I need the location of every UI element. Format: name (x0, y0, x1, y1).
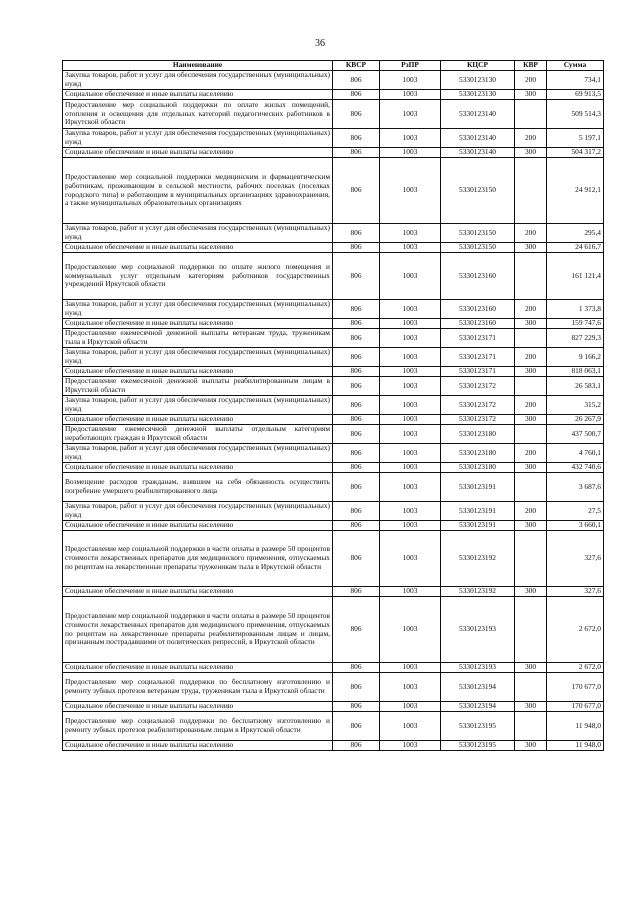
table-row (63, 425, 604, 444)
table-row (63, 502, 604, 521)
cell-rzpr: 1003 (380, 473, 441, 502)
cell-sum: 504 317,2 (547, 148, 604, 158)
cell-sum: 734,1 (547, 71, 604, 90)
cell-kvsr: 806 (333, 597, 380, 663)
cell-name: Предоставление ежемесячной денежной выплаты отдельным категориям неработающих граждан в Иркутской области (63, 425, 333, 444)
cell-kvr: 300 (515, 319, 547, 329)
cell-rzpr: 1003 (380, 663, 441, 673)
cell-sum: 509 514,3 (547, 100, 604, 129)
cell-name: Возмещение расходов гражданам, взявшим на себя обязанность осуществить погребение умершего реабилитированного лица (63, 473, 333, 502)
cell-name: Социальное обеспечение и иные выплаты населению (63, 463, 333, 473)
cell-sum: 9 166,2 (547, 348, 604, 367)
cell-name: Закупка товаров, работ и услуг для обеспечения государственных (муниципальных) нужд (63, 71, 333, 90)
cell-kvsr: 806 (333, 444, 380, 463)
cell-kvsr: 806 (333, 502, 380, 521)
cell-kcsr: 5330123130 (441, 90, 515, 100)
cell-kvr (515, 100, 547, 129)
cell-kvr: 200 (515, 502, 547, 521)
cell-sum: 3 687,6 (547, 473, 604, 502)
cell-sum: 3 660,1 (547, 521, 604, 531)
table-row (63, 243, 604, 253)
table-row (63, 100, 604, 129)
table-row (63, 300, 604, 319)
cell-sum: 295,4 (547, 224, 604, 243)
budget-table (62, 60, 604, 751)
cell-kcsr: 5330123191 (441, 502, 515, 521)
cell-kvr (515, 377, 547, 396)
cell-kcsr: 5330123160 (441, 253, 515, 300)
cell-name: Предоставление мер социальной поддержки по бесплатному изготовлению и ремонту зубных протезов реабилитированным лицам в Иркутской области (63, 712, 333, 741)
table-body (63, 71, 604, 751)
cell-rzpr: 1003 (380, 158, 441, 224)
cell-sum: 11 948,0 (547, 712, 604, 741)
cell-rzpr: 1003 (380, 71, 441, 90)
cell-kcsr: 5330123171 (441, 329, 515, 348)
cell-sum: 818 063,1 (547, 367, 604, 377)
header-sum: Сумма (547, 61, 604, 71)
cell-kvsr: 806 (333, 253, 380, 300)
cell-kvr: 200 (515, 224, 547, 243)
cell-kvsr: 806 (333, 300, 380, 319)
table-row (63, 129, 604, 148)
cell-name: Социальное обеспечение и иные выплаты населению (63, 741, 333, 751)
cell-kcsr: 5330123130 (441, 71, 515, 90)
cell-kcsr: 5330123180 (441, 463, 515, 473)
cell-rzpr: 1003 (380, 329, 441, 348)
cell-sum: 827 229,3 (547, 329, 604, 348)
cell-rzpr: 1003 (380, 741, 441, 751)
table-row (63, 531, 604, 587)
cell-rzpr: 1003 (380, 597, 441, 663)
cell-name: Предоставление ежемесячной денежной выплаты реабилитированным лицам в Иркутской области (63, 377, 333, 396)
cell-kcsr: 5330123150 (441, 243, 515, 253)
cell-sum: 432 740,6 (547, 463, 604, 473)
cell-kcsr: 5330123160 (441, 319, 515, 329)
cell-name: Предоставление ежемесячной денежной выплаты ветеранам труда, труженикам тыла в Иркутской области (63, 329, 333, 348)
cell-name: Закупка товаров, работ и услуг для обеспечения государственных (муниципальных) нужд (63, 348, 333, 367)
cell-rzpr: 1003 (380, 702, 441, 712)
cell-rzpr: 1003 (380, 673, 441, 702)
cell-name: Социальное обеспечение и иные выплаты населению (63, 243, 333, 253)
cell-kcsr: 5330123193 (441, 663, 515, 673)
cell-kvsr: 806 (333, 100, 380, 129)
cell-kvsr: 806 (333, 129, 380, 148)
cell-rzpr: 1003 (380, 100, 441, 129)
cell-name: Социальное обеспечение и иные выплаты населению (63, 90, 333, 100)
cell-kvsr: 806 (333, 148, 380, 158)
table-row (63, 473, 604, 502)
cell-kcsr: 5330123140 (441, 148, 515, 158)
cell-name: Закупка товаров, работ и услуг для обеспечения государственных (муниципальных) нужд (63, 300, 333, 319)
header-kvr: КВР (515, 61, 547, 71)
cell-name: Предоставление мер социальной поддержки по бесплатному изготовлению и ремонту зубных протезов ветеранам труда, труженикам тыла в Иркутской области (63, 673, 333, 702)
cell-sum: 437 500,7 (547, 425, 604, 444)
table-row (63, 367, 604, 377)
cell-sum: 327,6 (547, 531, 604, 587)
page-number: 36 (315, 38, 325, 49)
cell-kvr: 200 (515, 396, 547, 415)
cell-kvr: 300 (515, 415, 547, 425)
cell-name: Предоставление мер социальной поддержки в части оплаты в размере 50 процентов стоимости лекарственных препаратов для медицинского применения, отпускаемых по рецептам на лекарственные препараты реабилитированным лицам и лицам, признанным пострадавшими от политических репрессий, в Иркутской области (63, 597, 333, 663)
cell-kvr (515, 425, 547, 444)
cell-sum: 327,6 (547, 587, 604, 597)
cell-name: Социальное обеспечение и иные выплаты населению (63, 148, 333, 158)
cell-kcsr: 5330123140 (441, 100, 515, 129)
cell-name: Предоставление мер социальной поддержки медицинским и фармацевтическим работникам, проживающим в сельской местности, рабочих поселках (поселках городского типа) и работающим в муниципальных организациях здравоохранения, а также муниципальных образовательных организациях (63, 158, 333, 224)
cell-kcsr: 5330123180 (441, 444, 515, 463)
table-row (63, 329, 604, 348)
cell-kvr (515, 531, 547, 587)
cell-rzpr: 1003 (380, 502, 441, 521)
cell-kvsr: 806 (333, 741, 380, 751)
table-row (63, 415, 604, 425)
cell-name: Социальное обеспечение и иные выплаты населению (63, 587, 333, 597)
cell-kvr (515, 673, 547, 702)
header-kcsr: КЦСР (441, 61, 515, 71)
cell-kvsr: 806 (333, 377, 380, 396)
table-row (63, 702, 604, 712)
cell-kcsr: 5330123191 (441, 521, 515, 531)
table-row (63, 71, 604, 90)
cell-kvr: 300 (515, 367, 547, 377)
cell-kvsr: 806 (333, 425, 380, 444)
cell-rzpr: 1003 (380, 415, 441, 425)
cell-rzpr: 1003 (380, 425, 441, 444)
cell-kcsr: 5330123171 (441, 367, 515, 377)
cell-kcsr: 5330123194 (441, 673, 515, 702)
cell-kvr (515, 712, 547, 741)
table-row (63, 148, 604, 158)
cell-name: Закупка товаров, работ и услуг для обеспечения государственных (муниципальных) нужд (63, 224, 333, 243)
cell-rzpr: 1003 (380, 253, 441, 300)
cell-kcsr: 5330123171 (441, 348, 515, 367)
cell-sum: 4 760,1 (547, 444, 604, 463)
cell-kvr: 300 (515, 243, 547, 253)
cell-kvsr: 806 (333, 531, 380, 587)
cell-kvr: 300 (515, 463, 547, 473)
cell-kvr: 300 (515, 741, 547, 751)
cell-kvsr: 806 (333, 473, 380, 502)
cell-name: Предоставление мер социальной поддержки по оплате жилого помещения и коммунальных услуг отдельным категориям работников государственных учреждений Иркутской области (63, 253, 333, 300)
cell-kvr: 300 (515, 587, 547, 597)
cell-rzpr: 1003 (380, 396, 441, 415)
cell-name: Социальное обеспечение и иные выплаты населению (63, 319, 333, 329)
cell-kvr (515, 597, 547, 663)
cell-sum: 24 912,1 (547, 158, 604, 224)
table-row (63, 673, 604, 702)
cell-sum: 27,5 (547, 502, 604, 521)
cell-kvr (515, 473, 547, 502)
cell-rzpr: 1003 (380, 319, 441, 329)
header-rzpr: РзПР (380, 61, 441, 71)
cell-kcsr: 5330123180 (441, 425, 515, 444)
cell-name: Социальное обеспечение и иные выплаты населению (63, 415, 333, 425)
cell-sum: 11 948,0 (547, 741, 604, 751)
header-name: Наименование (63, 61, 333, 71)
cell-kvsr: 806 (333, 329, 380, 348)
table-row (63, 444, 604, 463)
cell-sum: 170 677,0 (547, 673, 604, 702)
table-row (63, 463, 604, 473)
cell-kvr: 300 (515, 521, 547, 531)
cell-kcsr: 5330123150 (441, 158, 515, 224)
cell-rzpr: 1003 (380, 348, 441, 367)
cell-rzpr: 1003 (380, 463, 441, 473)
cell-sum: 159 747,6 (547, 319, 604, 329)
cell-sum: 2 672,0 (547, 663, 604, 673)
table-row (63, 224, 604, 243)
cell-rzpr: 1003 (380, 90, 441, 100)
cell-name: Предоставление мер социальной поддержки в части оплаты в размере 50 процентов стоимости лекарственных препаратов для медицинского применения, отпускаемых по рецептам на лекарственные препараты труженикам тыла в Иркутской области (63, 531, 333, 587)
cell-kcsr: 5330123194 (441, 702, 515, 712)
cell-kvr (515, 329, 547, 348)
cell-name: Закупка товаров, работ и услуг для обеспечения государственных (муниципальных) нужд (63, 444, 333, 463)
cell-kvsr: 806 (333, 90, 380, 100)
cell-sum: 24 616,7 (547, 243, 604, 253)
cell-rzpr: 1003 (380, 531, 441, 587)
cell-kvsr: 806 (333, 415, 380, 425)
cell-kvsr: 806 (333, 158, 380, 224)
cell-kcsr: 5330123193 (441, 597, 515, 663)
cell-kvr (515, 253, 547, 300)
cell-kvr (515, 158, 547, 224)
cell-kvsr: 806 (333, 243, 380, 253)
cell-name: Социальное обеспечение и иные выплаты населению (63, 367, 333, 377)
cell-sum: 170 677,0 (547, 702, 604, 712)
cell-sum: 315,2 (547, 396, 604, 415)
cell-sum: 2 672,0 (547, 597, 604, 663)
table-row (63, 663, 604, 673)
cell-kvr: 200 (515, 444, 547, 463)
cell-kvsr: 806 (333, 396, 380, 415)
cell-kcsr: 5330123172 (441, 396, 515, 415)
cell-sum: 1 373,8 (547, 300, 604, 319)
cell-kvr: 300 (515, 663, 547, 673)
cell-kcsr: 5330123195 (441, 741, 515, 751)
cell-sum: 5 197,1 (547, 129, 604, 148)
table-row (63, 396, 604, 415)
table-row (63, 712, 604, 741)
cell-kvsr: 806 (333, 663, 380, 673)
table-row (63, 253, 604, 300)
table-row (63, 348, 604, 367)
table-row (63, 597, 604, 663)
table-row (63, 521, 604, 531)
cell-kvsr: 806 (333, 367, 380, 377)
cell-kcsr: 5330123191 (441, 473, 515, 502)
table-row (63, 319, 604, 329)
table-header-row (63, 61, 604, 71)
cell-kvr: 200 (515, 300, 547, 319)
cell-rzpr: 1003 (380, 444, 441, 463)
cell-kcsr: 5330123150 (441, 224, 515, 243)
cell-name: Закупка товаров, работ и услуг для обеспечения государственных (муниципальных) нужд (63, 396, 333, 415)
cell-rzpr: 1003 (380, 377, 441, 396)
cell-sum: 26 267,9 (547, 415, 604, 425)
cell-kcsr: 5330123192 (441, 531, 515, 587)
header-kvsr: КВСР (333, 61, 380, 71)
cell-sum: 69 913,5 (547, 90, 604, 100)
cell-rzpr: 1003 (380, 129, 441, 148)
cell-rzpr: 1003 (380, 367, 441, 377)
cell-kvsr: 806 (333, 587, 380, 597)
cell-kvsr: 806 (333, 521, 380, 531)
cell-kvr: 200 (515, 348, 547, 367)
table-row (63, 90, 604, 100)
table-row (63, 377, 604, 396)
cell-rzpr: 1003 (380, 148, 441, 158)
cell-kvsr: 806 (333, 224, 380, 243)
cell-kvr: 300 (515, 702, 547, 712)
cell-kcsr: 5330123172 (441, 415, 515, 425)
cell-kvr: 200 (515, 129, 547, 148)
cell-name: Социальное обеспечение и иные выплаты населению (63, 663, 333, 673)
table-row (63, 587, 604, 597)
cell-name: Закупка товаров, работ и услуг для обеспечения государственных (муниципальных) нужд (63, 129, 333, 148)
cell-rzpr: 1003 (380, 300, 441, 319)
cell-kvsr: 806 (333, 673, 380, 702)
cell-kcsr: 5330123192 (441, 587, 515, 597)
cell-rzpr: 1003 (380, 243, 441, 253)
cell-name: Закупка товаров, работ и услуг для обеспечения государственных (муниципальных) нужд (63, 502, 333, 521)
cell-kvr: 300 (515, 148, 547, 158)
cell-kcsr: 5330123160 (441, 300, 515, 319)
cell-rzpr: 1003 (380, 587, 441, 597)
table-row (63, 741, 604, 751)
cell-name: Социальное обеспечение и иные выплаты населению (63, 702, 333, 712)
cell-kvsr: 806 (333, 463, 380, 473)
cell-name: Социальное обеспечение и иные выплаты населению (63, 521, 333, 531)
cell-kcsr: 5330123195 (441, 712, 515, 741)
cell-kvr: 200 (515, 71, 547, 90)
cell-kvsr: 806 (333, 348, 380, 367)
cell-rzpr: 1003 (380, 712, 441, 741)
cell-sum: 161 121,4 (547, 253, 604, 300)
cell-rzpr: 1003 (380, 224, 441, 243)
cell-kvsr: 806 (333, 71, 380, 90)
cell-sum: 26 583,1 (547, 377, 604, 396)
cell-rzpr: 1003 (380, 521, 441, 531)
cell-kcsr: 5330123140 (441, 129, 515, 148)
cell-kvr: 300 (515, 90, 547, 100)
cell-name: Предоставление мер социальной поддержки по оплате жилых помещений, отопления и освещения для отдельных категорий педагогических работников в Иркутской области (63, 100, 333, 129)
cell-kvsr: 806 (333, 712, 380, 741)
cell-kcsr: 5330123172 (441, 377, 515, 396)
table-row (63, 158, 604, 224)
cell-kvsr: 806 (333, 319, 380, 329)
cell-kvsr: 806 (333, 702, 380, 712)
